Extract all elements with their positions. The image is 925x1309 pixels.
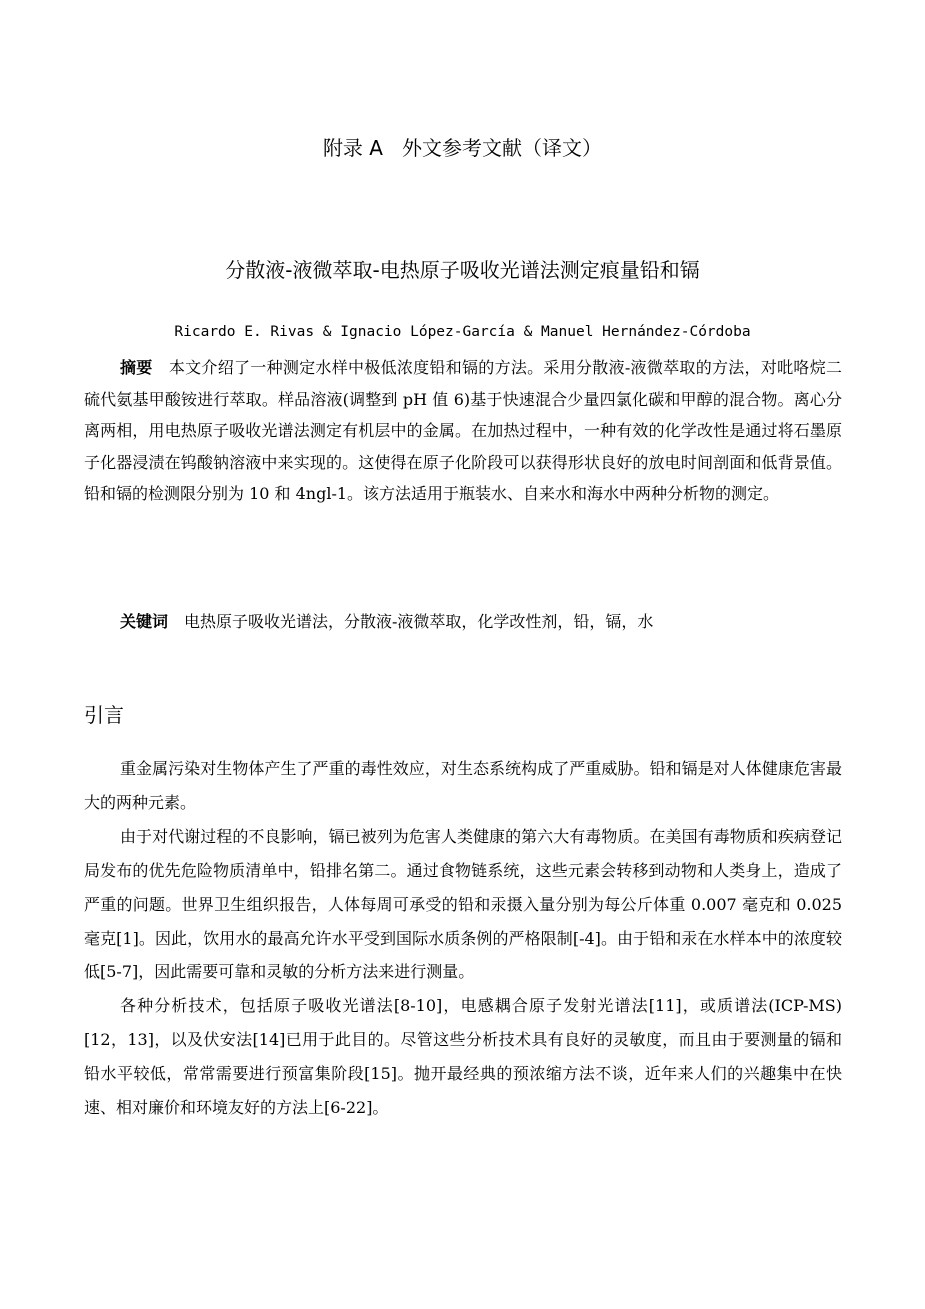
paper-title: 分散液-液微萃取-电热原子吸收光谱法测定痕量铅和镉 [225,258,700,282]
abstract-text: 本文介绍了一种测定水样中极低浓度铅和镉的方法。采用分散液-液微萃取的方法，对吡咯烷二硫代氨基甲酸铵进行萃取。样品溶液(调整到 pH 值 6)基于快速混合少量四氯化碳和甲醇的混合物。离心分离两相，用电热原子吸收光谱法测定有机层中的金属。在加热过程中，一种有效的化学改性是通过将石墨原子化器浸渍在钨酸钠溶液中来实现的。这使得在原子化阶段可以获得形状良好的放电时间剖面和低背景值。铅和镉的检测限分别为 10 和 4ngl-1。该方法适用于瓶装水、自来水和海水中两种分析物的测定。 [84,358,842,504]
keywords-text: 电热原子吸收光谱法，分散液-液微萃取，化学改性剂，铅，镉，水 [184,612,654,631]
body-paragraph: 重金属污染对生物体产生了严重的毒性效应，对生态系统构成了严重威胁。铅和镉是对人体健康危害最大的两种元素。 [84,759,842,812]
keywords-label: 关键词 [120,612,169,631]
body-paragraph: 由于对代谢过程的不良影响，镉已被列为危害人类健康的第六大有毒物质。在美国有毒物质和疾病登记局发布的优先危险物质清单中，铅排名第二。通过食物链系统，这些元素会转移到动物和人类身上，造成了严重的问题。世界卫生组织报告，人体每周可承受的铅和汞摄入量分别为每公斤体重 0.007 毫克和 0.025 毫克[1]。因此，饮用水的最高允许水平受到国际水质条例的严格限制[-4]。由于铅和汞在水样本中的浓度较低[5-7]，因此需要可靠和灵敏的分析方法来进行测量。 [84,826,842,982]
body-paragraph: 各种分析技术，包括原子吸收光谱法[8-10]，电感耦合原子发射光谱法[11]，或质谱法(ICP-MS)[12，13]，以及伏安法[14]已用于此目的。尽管这些分析技术具有良好的灵敏度，而且由于要测量的镉和铅水平较低，常常需要进行预富集阶段[15]。抛开最经典的预浓缩方法不谈，近年来人们的兴趣集中在快速、相对廉价和环境友好的方法上[6-22]。 [84,996,842,1118]
abstract-label: 摘要 [120,358,153,377]
section-heading-introduction: 引言 [84,703,124,727]
introduction-body [84,752,842,1125]
abstract-paragraph [84,352,842,510]
appendix-title: 附录 A 外文参考文献（译文） [322,136,603,160]
keywords-line [84,607,842,637]
author-list: Ricardo E. Rivas & Ignacio López-García & Manuel Hernández-Córdoba [174,324,751,340]
